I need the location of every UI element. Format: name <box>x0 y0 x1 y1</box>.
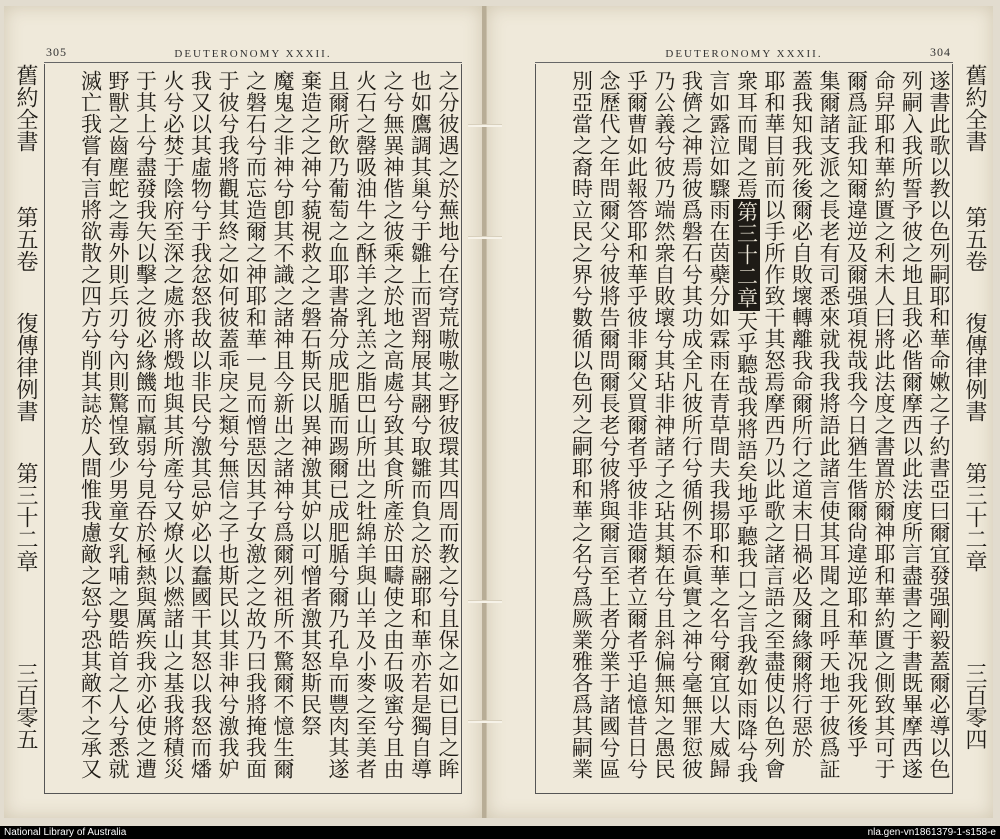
margin-book-title: 舊約全書 <box>13 64 38 152</box>
margin-chapter: 第三十二章 <box>962 462 987 572</box>
page-number: 304 <box>930 45 951 59</box>
text-column: 野獸之齒塵蛇之毒外則兵刃兮內則驚惶致少男童女乳哺之嬰皓首之人兮悉就 <box>106 70 130 780</box>
right-page-margin <box>957 64 991 794</box>
text-column: 別亞當之裔時立民之界兮數循以色列之嗣耶和華之名兮爲厥業雅各爲其嗣業 <box>569 70 594 780</box>
text-column: 也如鷹調其巢兮于雛上而習翔展其翮兮取雛而負之於翮耶和華亦若是獨自導 <box>408 70 433 780</box>
text-column: 爾爲証我知爾違逆及爾强項視哉我今日猶生偕爾尙違逆耶和華况我死後乎 <box>844 70 869 758</box>
running-title: DEUTERONOMY XXXII. <box>174 48 332 60</box>
binding-stitch <box>468 236 502 239</box>
text-column: 耶和華目前而以手所作致干其怒焉摩西乃以此歌之諸言語之至盡使以色列會 <box>762 70 786 780</box>
text-column: 我又以其虛物兮于我忿怒我故以非民兮激其忌妒必以蠢國干其怒以我怒而燔 <box>188 70 213 780</box>
chapter-marker: 第三十二章 <box>734 201 759 309</box>
right-page <box>486 6 993 818</box>
right-page-header <box>535 38 953 63</box>
text-column: 于彼兮我將觀其終之如何彼蓋乖戾之類兮無信之子也斯民以其非神兮激我妒 <box>216 70 240 780</box>
left-page <box>4 6 483 818</box>
left-page-margin <box>8 64 42 794</box>
text-column: 蓋我知我死後爾必自敗壞轉離我命爾所行之道末日禍必及爾緣爾將行惡於 <box>789 70 814 758</box>
text-column: 之磐石兮而忘造爾之神耶和華一見而憎惡因其子女激之之故乃曰我將掩我面 <box>243 70 268 780</box>
text-column: 魔鬼之非神兮卽其不識之諸神且今新出之諸神兮爲爾列祖所不驚爾不憶生爾 <box>271 70 295 780</box>
text-column-chapter-start <box>732 64 760 793</box>
margin-volume: 第五卷 <box>13 206 38 272</box>
margin-book-name: 復傳律例書 <box>13 312 38 422</box>
binding-stitch <box>468 600 502 603</box>
text-column: 遂書此歌以教以色列嗣耶和華命嫩之子約書亞曰爾宜發强剛毅蓋爾必導以色 <box>927 70 951 780</box>
margin-chapter: 第三十二章 <box>13 462 38 572</box>
text-column: 我儕之神焉彼爲磐石兮其功成全凡彼所行兮循例不忝眞實之神兮毫無罪愆彼 <box>679 70 704 780</box>
text-column: 棄造之之神兮藐視救之之磐石斯民以異神激其妒以可憎者激其怒斯民祭 <box>298 70 323 737</box>
margin-book-title: 舊約全書 <box>962 64 987 152</box>
text-column: 滅亡我嘗有言將欲散之四方兮削其誌於人間惟我慮敵之怒兮恐其敵不之承又 <box>78 70 103 780</box>
margin-book-name: 復傳律例書 <box>962 312 987 422</box>
text-column: 念歷代之年問爾父兮彼將告爾問爾長老兮彼將與爾言至上者分業于諸國兮區 <box>597 70 621 780</box>
text-column: 言如露泣如驟雨在茵蘗分如霖雨在青草間夫我揚耶和華之名兮爾宜以大威歸 <box>707 70 731 780</box>
margin-page-chinese: 三百零五 <box>13 662 38 750</box>
text-column: 且爾所飲乃葡萄之血耶書崙分成肥腯而踢爾已成肥腯兮爾乃孔阜而豐肉其遂 <box>326 70 350 780</box>
margin-volume: 第五卷 <box>962 206 987 272</box>
text-segment: 天乎聽哉我將語矣地乎聽我口之言我敎如雨降兮我 <box>734 310 759 784</box>
footer-identifier: nla.gen-vn1861379-1-s158-e <box>867 827 996 838</box>
text-segment: 衆耳而聞之焉 <box>734 70 759 199</box>
book-gutter <box>482 6 486 818</box>
text-column: 火石之罄吸油牛之酥羊之乳羔之脂巴山所出之牡綿羊與山羊及小麥之至美者 <box>353 70 378 780</box>
running-title: DEUTERONOMY XXXII. <box>665 48 823 60</box>
text-column: 之兮無異神偕之彼乘之於地之高處兮致其食所產於田疇使之由石吸蜜兮且由 <box>381 70 405 780</box>
binding-stitch <box>468 720 502 723</box>
text-column: 列嗣入我所誓予彼之地且我必偕爾摩西以此法度所言盡書之于書既畢摩西遂 <box>899 70 924 780</box>
text-column: 乎爾曹如此報答耶和華乎彼非爾父買爾者乎彼非造爾者立爾者乎追憶昔日兮 <box>624 70 649 780</box>
left-text-block <box>44 64 462 794</box>
binding-stitch <box>468 124 502 127</box>
right-text-block <box>535 64 953 794</box>
text-column: 乃公義兮彼乃端然衆自敗壞兮其玷非神諸子之玷其類在兮且斜偏無知之愚民 <box>652 70 676 780</box>
page-number: 305 <box>46 45 67 59</box>
text-column: 于其上兮盡發我矢以擊之彼必緣饑而羸弱兮見吞於極熱與厲疾我亦必使之遭 <box>133 70 158 780</box>
footer-credit: National Library of Australia <box>4 827 127 838</box>
footer-bar <box>0 826 1000 839</box>
text-column: 命舁耶和華約匱之利未人曰將此法度之書置於爾神耶和華約匱之側致其可于 <box>872 70 896 780</box>
left-page-header <box>44 38 462 63</box>
text-column: 之分彼遇之於蕪地兮在穹荒嗷嗷之野彼環其四周而教之兮且保之如已目之眸 <box>436 70 460 780</box>
text-column: 集爾諸支派之長老有司悉來就我我將語此諸言使其耳聞之且呼天地于彼爲証 <box>817 70 841 780</box>
margin-page-chinese: 三百零四 <box>962 662 987 750</box>
text-column: 火兮必焚于陰府至深之處亦將燬地與其所產兮又燎火以燃諸山之基我將積災 <box>161 70 185 780</box>
